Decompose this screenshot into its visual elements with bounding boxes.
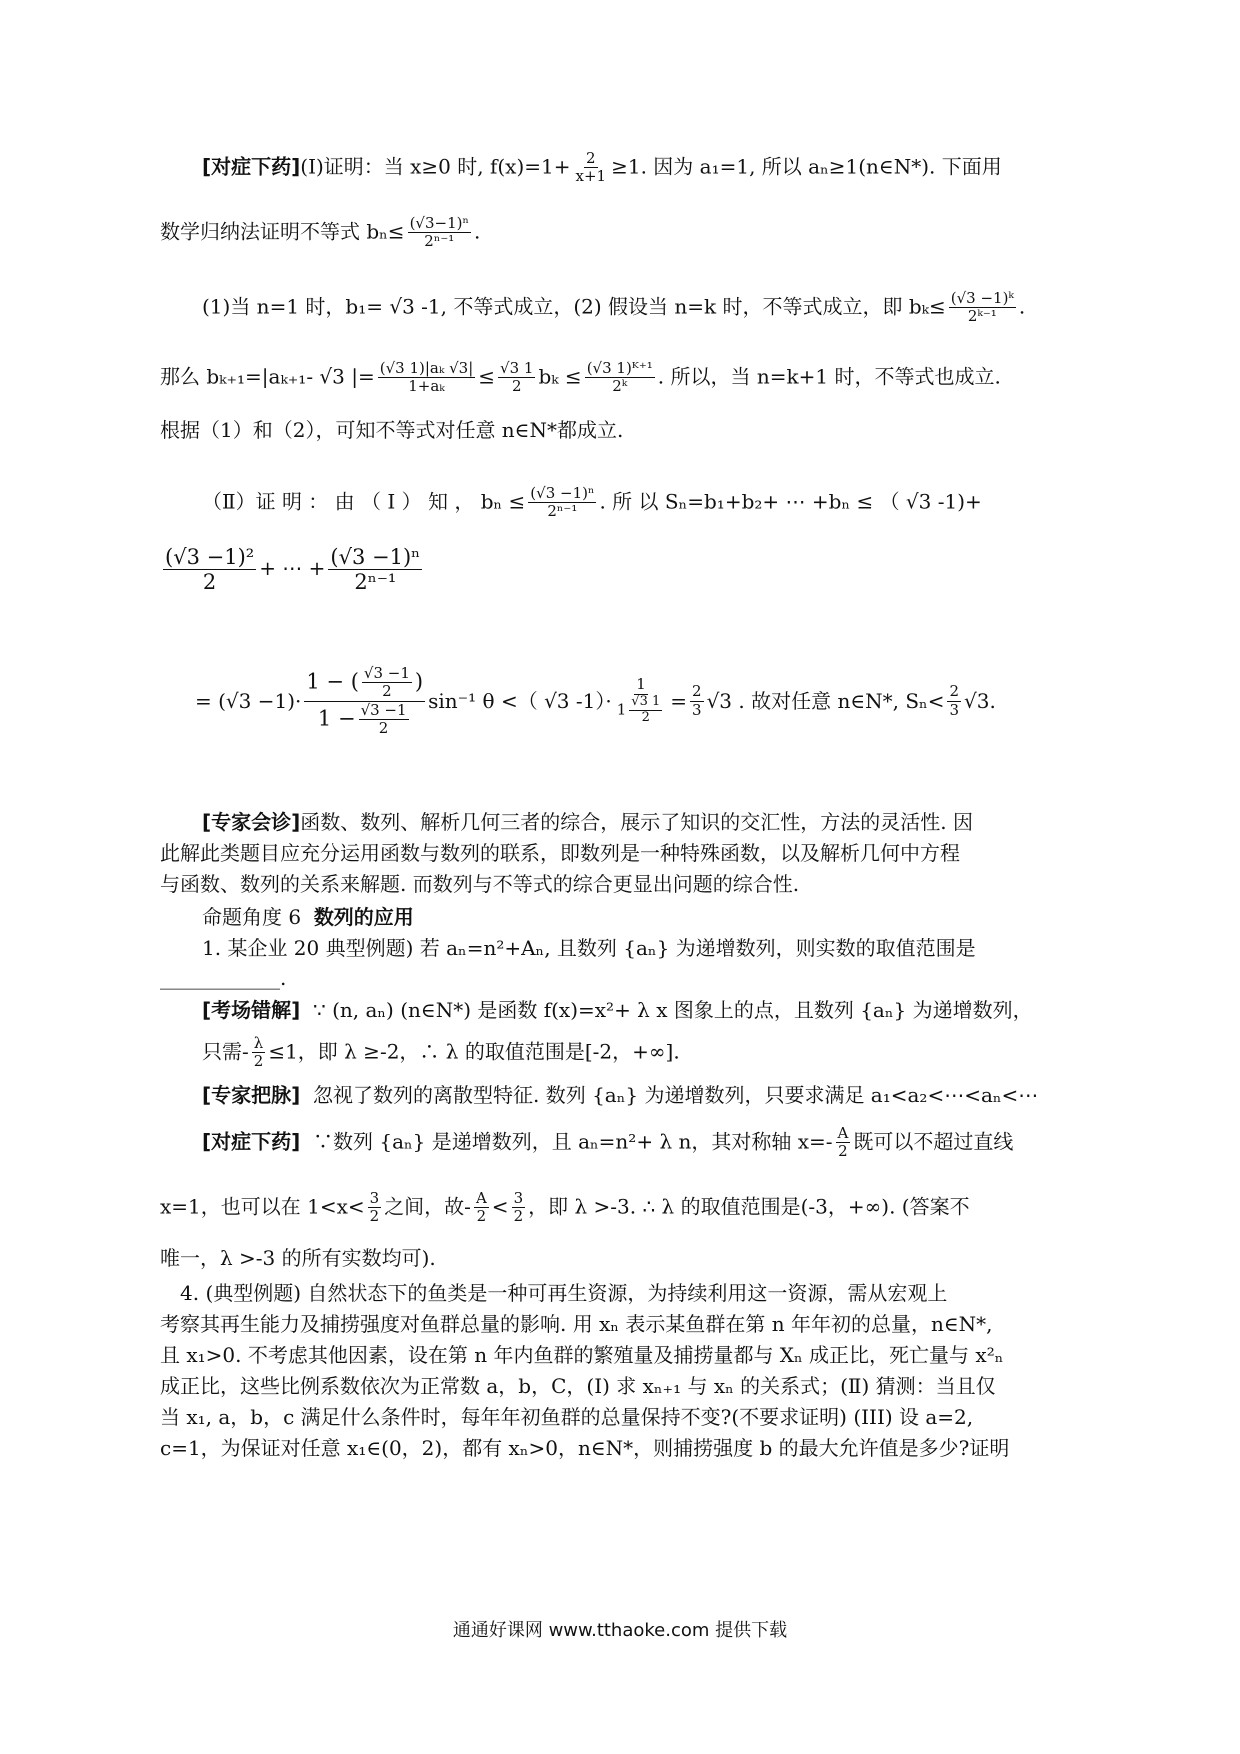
paragraph-line: 与函数、数列的关系来解题. 而数列与不等式的综合更显出问题的综合性.	[160, 872, 800, 896]
paragraph-line	[202, 1085, 1038, 1105]
formula-line	[195, 665, 996, 737]
text: . 所 以 Sₙ=b₁+b₂+ ⋯ +bₙ ≤ （ √3 -1)+	[599, 489, 982, 514]
fraction: $\frac{√3 1}{2}$	[500, 359, 534, 396]
text: 命题角度 6	[202, 905, 302, 929]
paragraph-line: 唯一，λ >-3 的所有实数均可).	[160, 1246, 436, 1270]
text: √3 . 故对任意 n∈N*, Sₙ<	[706, 689, 945, 713]
paragraph-line	[202, 1125, 1013, 1161]
text: .	[1018, 294, 1026, 319]
fraction: $\frac{3}{2}$	[369, 1189, 380, 1226]
paragraph-line	[202, 1000, 1033, 1020]
section-tag: [专家把脉]	[202, 1083, 301, 1107]
paragraph-line	[202, 485, 982, 521]
text: <	[491, 1194, 509, 1219]
text: ∵ (n, aₙ) (n∈N*) 是函数 f(x)=x²+ λ x 图象上的点，且数列 {aₙ} 为递增数列，	[313, 998, 1033, 1022]
text: . 所以，当 n=k+1 时，不等式也成立.	[657, 364, 1001, 389]
section-heading	[202, 907, 414, 927]
fraction: $\frac{\text{(√3 −1)ⁿ}}{\text{2ⁿ⁻¹}}$	[530, 484, 595, 521]
page-footer: 通通好课网 www.tthaoke.com 提供下载	[452, 1620, 788, 1641]
fraction: $\frac{3}{2}$	[513, 1189, 524, 1226]
paragraph-line: c=1，为保证对任意 x₁∈(0，2)，都有 xₙ>0，n∈N*，则捕捞强度 b 的最大允许值是多少?证明	[160, 1436, 1010, 1460]
paragraph-line	[202, 812, 973, 832]
section-tag: [对症下药]	[202, 1129, 301, 1154]
text: ≤	[478, 364, 496, 389]
fraction: $\frac{A}{2}$	[837, 1124, 849, 1161]
text: 数学归纳法证明不等式 bₙ≤	[160, 219, 405, 244]
fraction: $\frac{\text{(√3 −1)²}}{2}$	[165, 545, 255, 595]
fraction: $\frac{2}{3}$	[949, 682, 960, 719]
text: ≥1. 因为 a₁=1, 所以 aₙ≥1(n∈N*). 下面用	[611, 154, 1002, 179]
text: √3.	[964, 689, 996, 713]
fraction: $\frac{2}{x+1}$	[575, 149, 607, 186]
fraction: $\frac{\text{(√3 1)|aₖ √3|}}{\text{1+aₖ}}$	[379, 359, 474, 396]
paragraph-line	[160, 360, 1001, 396]
fraction: 1 1 $\frac{√3 1}{2}$	[616, 675, 661, 725]
paragraph-line: 此解此类题目应充分运用函数与数列的联系，即数列是一种特殊函数，以及解析几何中方程	[160, 841, 960, 865]
fraction: 1 − ( $\frac{√3 -1}{2}$ ) 1 − $\frac{√3 -1}{2}$	[306, 664, 424, 737]
text: (Ⅰ)证明：当 x≥0 时, f(x)=1+	[300, 154, 571, 179]
fraction: $\frac{A}{2}$	[475, 1189, 487, 1226]
text: bₖ ≤	[538, 364, 582, 389]
formula-line	[160, 545, 425, 594]
text: + ⋯ +	[259, 556, 326, 581]
text: = (√3 −1)·	[195, 689, 302, 713]
text: =	[670, 689, 688, 713]
text: 既可以不超过直线	[853, 1129, 1014, 1154]
fraction: $\frac{2}{3}$	[692, 682, 702, 719]
text: .	[474, 219, 481, 244]
text: 忽视了数列的离散型特征. 数列 {aₙ} 为递增数列，只要求满足 a₁<a₂<⋯<aₙ<⋯	[313, 1083, 1039, 1107]
section-tag: [专家会诊]	[202, 810, 301, 834]
section-tag: [考场错解]	[202, 998, 301, 1022]
fraction: $\frac{\lambda}{2}$	[253, 1034, 264, 1071]
paragraph-line: 4. (典型例题) 自然状态下的鱼类是一种可再生资源，为持续利用这一资源，需从宏观上	[180, 1281, 948, 1305]
answer-blank: ____________.	[160, 966, 287, 990]
text: ≤1，即 λ ≥-2，∴ λ 的取值范围是[-2，+∞].	[268, 1039, 680, 1064]
text: 函数、数列、解析几何三者的综合，展示了知识的交汇性，方法的灵活性. 因	[300, 810, 973, 834]
paragraph-line: 当 x₁, a，b，c 满足什么条件时，每年年初鱼群的总量保持不变?(不要求证明) (III) 设 a=2,	[160, 1405, 974, 1429]
text: ，即 λ >-3. ∴ λ 的取值范围是(-3，+∞). (答案不	[528, 1194, 970, 1219]
text: 之间，故-	[384, 1194, 471, 1219]
section-tag: [对症下药]	[202, 154, 301, 179]
paragraph-line: 且 x₁>0. 不考虑其他因素，设在第 n 年内鱼群的繁殖量及捕捞量都与 Xₙ 成正比，死亡量与 x²ₙ	[160, 1343, 1004, 1367]
paragraph-line: 成正比，这些比例系数依次为正常数 a，b，C，(Ⅰ) 求 xₙ₊₁ 与 xₙ 的关系式；(Ⅱ) 猜测：当且仅	[160, 1374, 996, 1398]
text: 数列的应用	[313, 905, 414, 929]
paragraph-line	[160, 1190, 970, 1226]
paragraph-line	[202, 150, 1002, 186]
text: （Ⅱ）证 明 ： 由 （ Ⅰ ） 知 ， bₙ ≤	[202, 489, 526, 514]
paragraph-line: 1. 某企业 20 典型例题) 若 aₙ=n²+Aₙ, 且数列 {aₙ} 为递增数列，则实数的取值范围是	[202, 936, 976, 960]
paragraph-line: 考察其再生能力及捕捞强度对鱼群总量的影响. 用 xₙ 表示某鱼群在第 n 年年初的总量，n∈N*,	[160, 1312, 993, 1336]
text: x=1，也可以在 1<x<	[160, 1194, 365, 1219]
fraction: $\frac{\text{(√3 1)ᴷ⁺¹}}{\text{2ᵏ}}$	[586, 359, 653, 396]
fraction: $\frac{\text{(√3 −1)ⁿ}}{\text{2ⁿ⁻¹}}$	[330, 545, 421, 595]
paragraph-line	[160, 215, 480, 251]
text: 只需-	[202, 1039, 249, 1064]
text: sin⁻¹ θ <（ √3 -1）·	[428, 689, 612, 713]
text: 那么 bₖ₊₁=|aₖ₊₁- √3 |=	[160, 364, 375, 389]
fraction: $\frac{\text{(√3 −1)ᵏ}}{\text{2ᵏ⁻¹}}$	[950, 289, 1014, 326]
text: (1)当 n=1 时，b₁= √3 -1, 不等式成立，(2) 假设当 n=k 时，不等式成立，即 bₖ≤	[202, 294, 946, 319]
paragraph-line	[202, 1035, 680, 1071]
paragraph-line: 根据（1）和（2），可知不等式对任意 n∈N*都成立.	[160, 418, 624, 442]
paragraph-line	[202, 290, 1025, 326]
text: ∵数列 {aₙ} 是递增数列，且 aₙ=n²+ λ n，其对称轴 x=-	[313, 1129, 833, 1154]
fraction: $\frac{\text{(√3−1)ⁿ}}{\text{2ⁿ⁻¹}}$	[409, 214, 469, 251]
